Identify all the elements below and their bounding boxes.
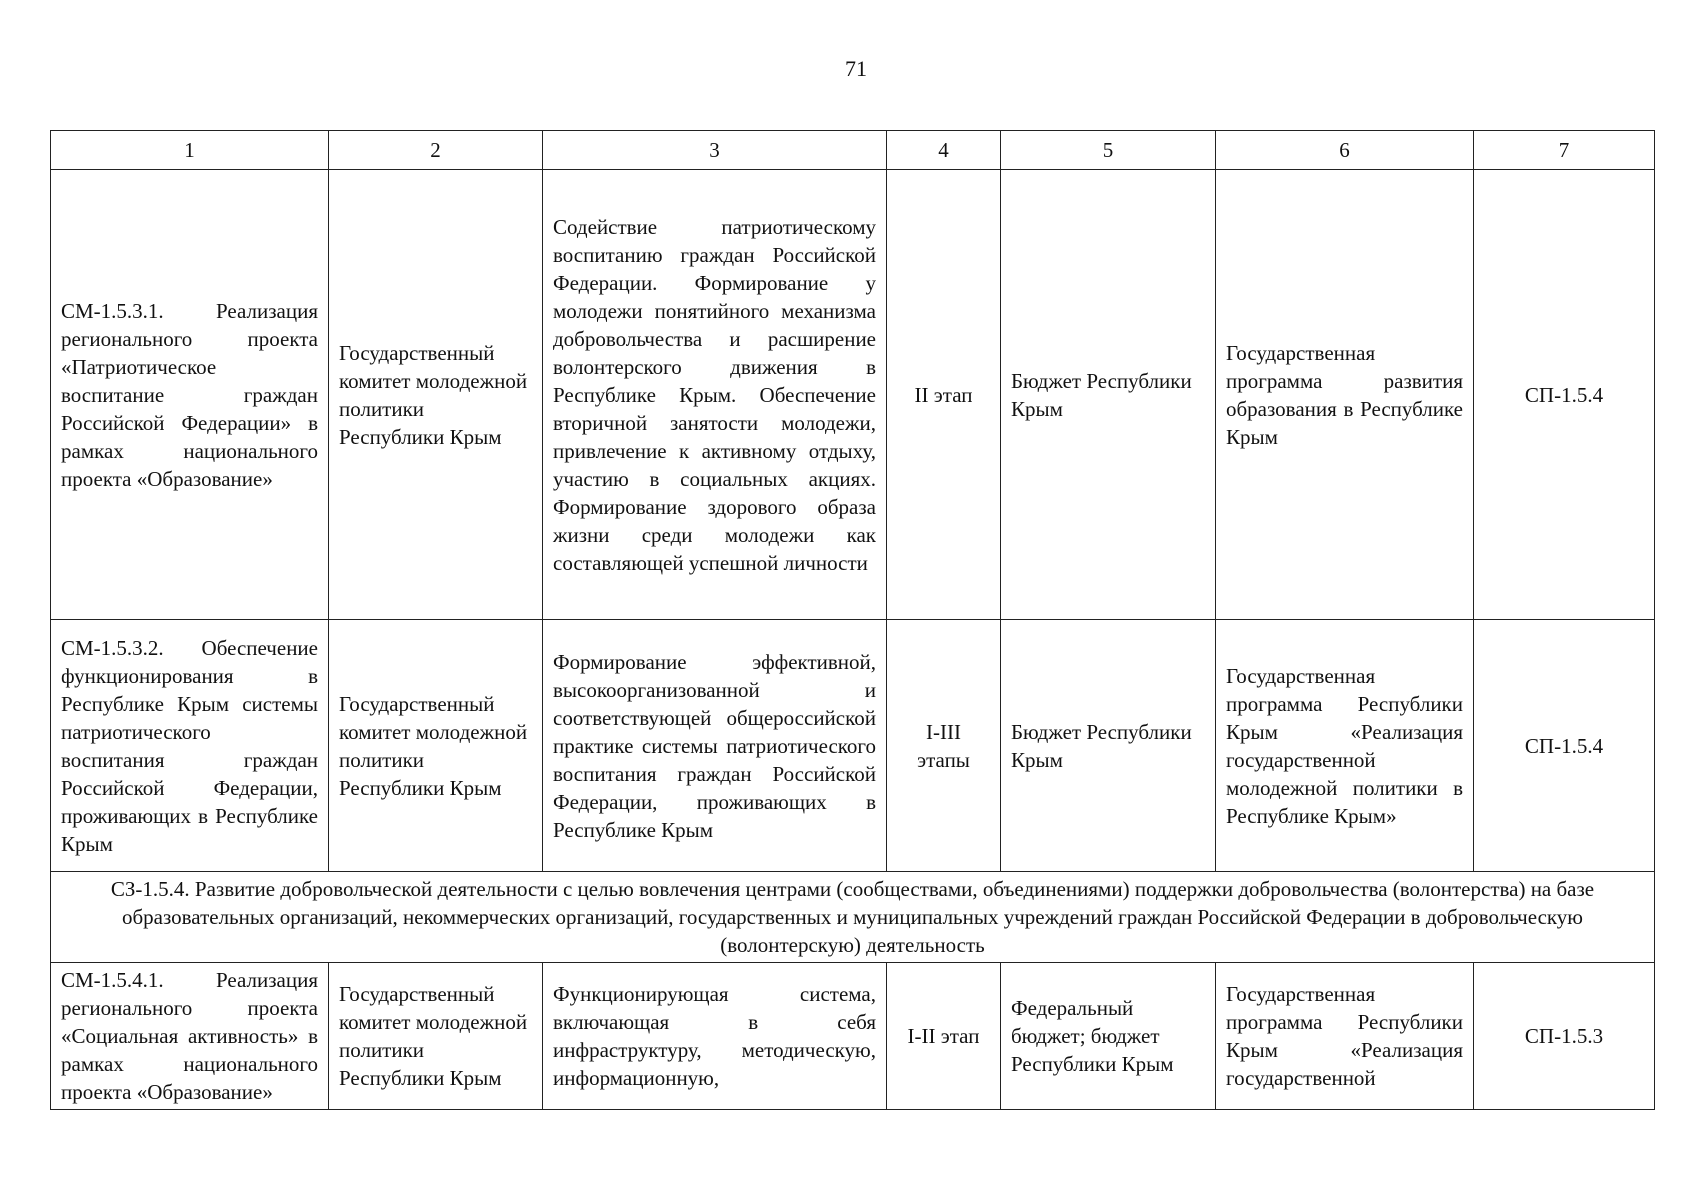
- header-row: [51, 131, 1655, 170]
- stage-cell: II этап: [887, 170, 1001, 620]
- executor-cell: Государственный комитет молодежной политики Республики Крым: [329, 170, 543, 620]
- stage-cell: I-II этап: [887, 963, 1001, 1110]
- page-number: 71: [845, 56, 867, 81]
- header-cell: 5: [1001, 131, 1216, 170]
- code-cell: СП-1.5.4: [1474, 170, 1655, 620]
- header-cell: 2: [329, 131, 543, 170]
- program-cell: Государственная программа развития образования в Республике Крым: [1216, 170, 1474, 620]
- stage-cell: I-III этапы: [887, 620, 1001, 872]
- code-cell: СП-1.5.4: [1474, 620, 1655, 872]
- measure-name-cell: СМ-1.5.3.2. Обеспечение функционирования в Республике Крым системы патриотического воспитания граждан Российской Федерации, проживающих в Республике Крым: [51, 620, 329, 872]
- table-row: [51, 963, 1655, 1110]
- program-cell: Государственная программа Республики Крым «Реализация государственной молодежной политики в Республике Крым»: [1216, 620, 1474, 872]
- table-row: [51, 170, 1655, 620]
- header-cell: 4: [887, 131, 1001, 170]
- executor-cell: Государственный комитет молодежной политики Республики Крым: [329, 963, 543, 1110]
- measure-name-cell: СМ-1.5.4.1. Реализация регионального проекта «Социальная активность» в рамках национального проекта «Образование»: [51, 963, 329, 1110]
- table-row: [51, 620, 1655, 872]
- executor-cell: Государственный комитет молодежной политики Республики Крым: [329, 620, 543, 872]
- expected-result-cell: Содействие патриотическому воспитанию граждан Российской Федерации. Формирование у молодежи понятийного механизма добровольчества и расширение волонтерского движения в Республике Крым. Обеспечение вторичной занятости молодежи, привлечение к активному отдыху, участию в социальных акциях. Формирование здорового образа жизни среди молодежи как составляющей успешной личности: [543, 170, 887, 620]
- funding-source-cell: Бюджет Республики Крым: [1001, 620, 1216, 872]
- section-row: [51, 872, 1655, 963]
- header-cell: 7: [1474, 131, 1655, 170]
- expected-result-cell: Формирование эффективной, высокоорганизованной и соответствующей общероссийской практике системы патриотического воспитания граждан Российской Федерации, проживающих в Республике Крым: [543, 620, 887, 872]
- header-cell: 1: [51, 131, 329, 170]
- section-heading-cell: СЗ-1.5.4. Развитие добровольческой деятельности с целью вовлечения центрами (сообществами, объединениями) поддержки добровольчества (волонтерства) на базе образовательных организаций, некоммерческих организаций, государственных и муниципальных учреждений граждан Российской Федерации в добровольческую (волонтерскую) деятельность: [51, 872, 1655, 963]
- code-cell: СП-1.5.3: [1474, 963, 1655, 1110]
- measures-table: [50, 130, 1655, 1110]
- program-cell: Государственная программа Республики Крым «Реализация государственной: [1216, 963, 1474, 1110]
- measure-name-cell: СМ-1.5.3.1. Реализация регионального проекта «Патриотическое воспитание граждан Российской Федерации» в рамках национального проекта «Образование»: [51, 170, 329, 620]
- expected-result-cell: Функционирующая система, включающая в себя инфраструктуру, методическую, информационную,: [543, 963, 887, 1110]
- header-cell: 3: [543, 131, 887, 170]
- header-cell: 6: [1216, 131, 1474, 170]
- funding-source-cell: Федеральный бюджет; бюджет Республики Крым: [1001, 963, 1216, 1110]
- funding-source-cell: Бюджет Республики Крым: [1001, 170, 1216, 620]
